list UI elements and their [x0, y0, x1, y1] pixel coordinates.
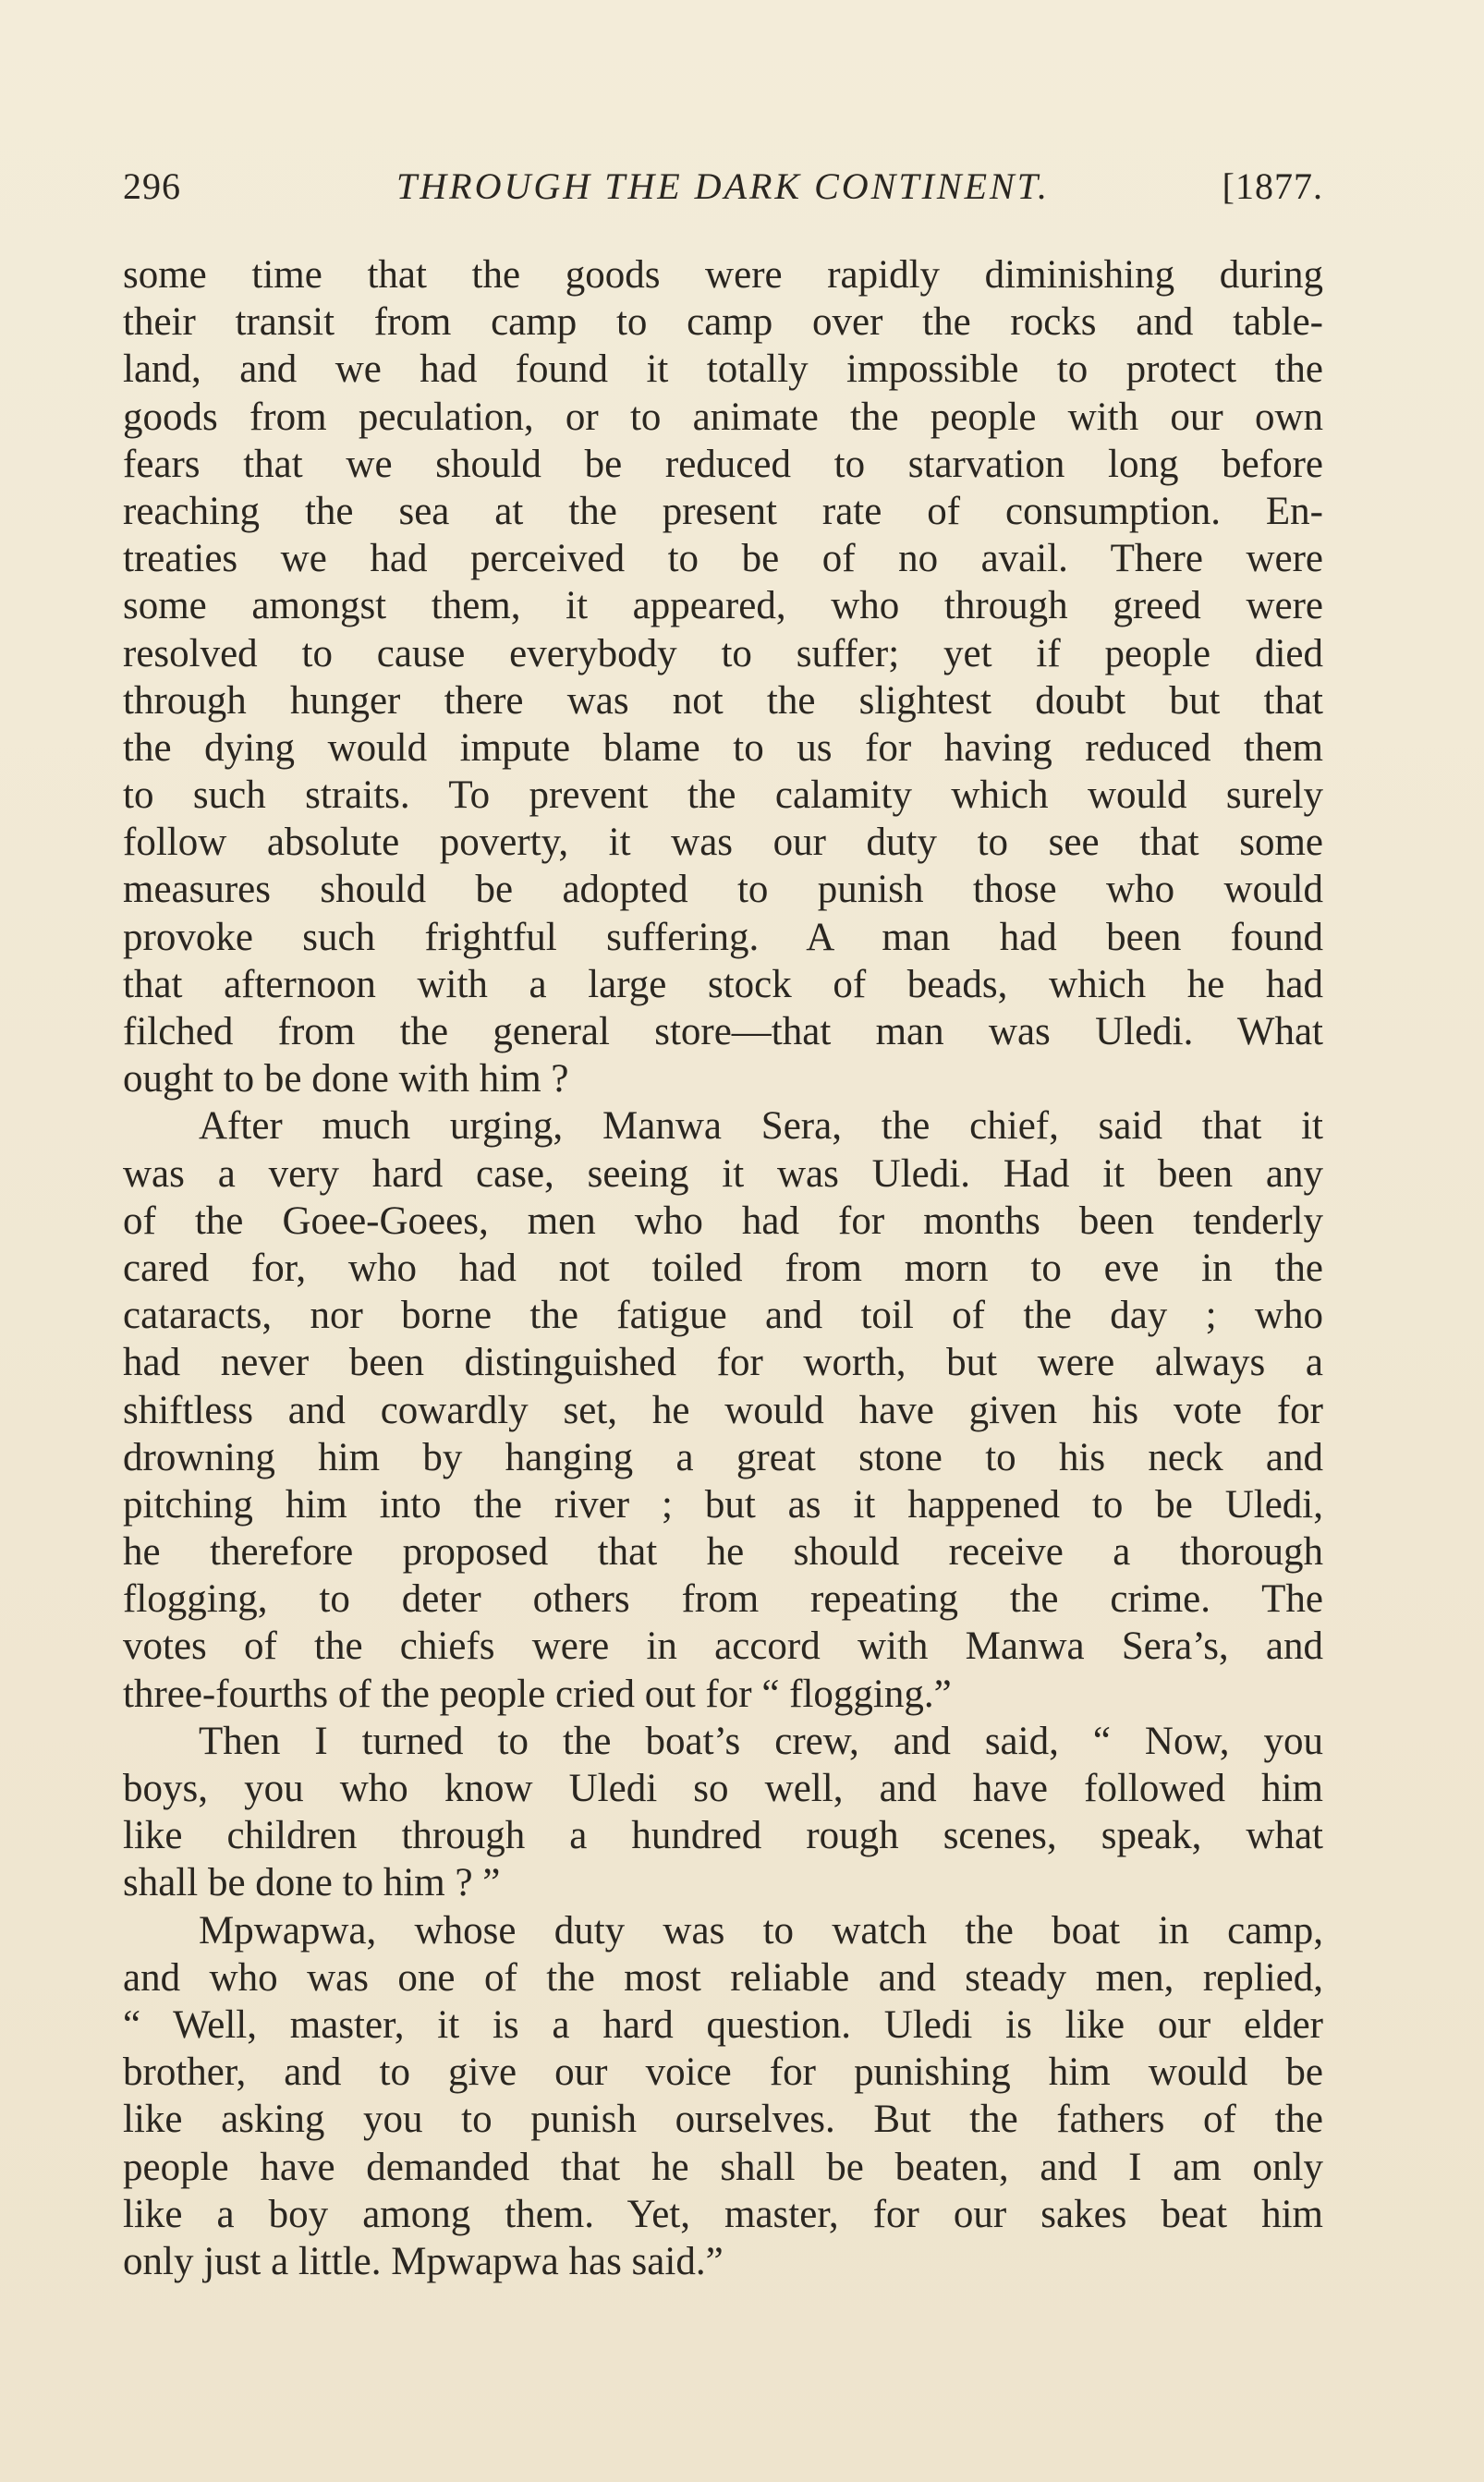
text-line: Mpwapwa, whose duty was to watch the boat in camp,	[199, 1908, 1323, 1953]
text-line: like asking you to punish ourselves. But the fathers of the	[123, 2098, 1323, 2142]
text-line: land, and we had found it totally impossible to protect the	[123, 347, 1323, 392]
text-line: resolved to cause everybody to suffer; yet if people died	[123, 631, 1323, 675]
text-line: measures should be adopted to punish those who would	[123, 868, 1323, 912]
text-line: some time that the goods were rapidly diminishing during	[123, 253, 1323, 297]
text-line: the dying would impute blame to us for having reduced them	[123, 725, 1323, 770]
running-head	[123, 159, 1323, 214]
text-line: boys, you who know Uledi so well, and have followed him	[123, 1767, 1323, 1810]
text-line: votes of the chiefs were in accord with Manwa Sera’s, and	[123, 1624, 1323, 1669]
text-line: cared for, who had not toiled from morn to eve in the	[123, 1246, 1323, 1290]
text-line: was a very hard case, seeing it was Uledi. Had it been any	[123, 1151, 1323, 1196]
running-year: [1877.	[1222, 165, 1323, 207]
text-line: filched from the general store—that man was Uledi. What	[123, 1010, 1323, 1053]
text-line: goods from peculation, or to animate the people with our own	[123, 395, 1323, 439]
text-line: After much urging, Manwa Sera, the chief, said that it	[199, 1104, 1323, 1149]
text-line: ought to be done with him ?	[123, 1057, 569, 1101]
text-line: only just a little. Mpwapwa has said.”	[123, 2239, 724, 2283]
text-line: like a boy among them. Yet, master, for our sakes beat him	[123, 2192, 1323, 2236]
text-line: had never been distinguished for worth, but were always a	[123, 1341, 1323, 1385]
text-line: Then I turned to the boat’s crew, and said, “ Now, you	[199, 1719, 1323, 1763]
text-line: like children through a hundred rough scenes, speak, what	[123, 1814, 1323, 1858]
text-line: of the Goee-Goees, men who had for months been tenderly	[123, 1198, 1323, 1243]
text-line: shiftless and cowardly set, he would have given his vote for	[123, 1388, 1323, 1432]
text-line: some amongst them, it appeared, who through greed were	[123, 584, 1323, 628]
text-line: pitching him into the river ; but as it happened to be Uledi,	[123, 1482, 1323, 1527]
body-text	[123, 251, 1323, 2285]
text-line: to such straits. To prevent the calamity which would surely	[123, 773, 1323, 818]
text-line: treaties we had perceived to be of no avail. There were	[123, 537, 1323, 581]
text-line: follow absolute poverty, it was our duty to see that some	[123, 821, 1323, 865]
text-line: cataracts, nor borne the fatigue and toil of the day ; who	[123, 1294, 1323, 1338]
text-line: provoke such frightful suffering. A man had been found	[123, 915, 1323, 959]
text-line: through hunger there was not the slightest doubt but that	[123, 678, 1323, 723]
text-line: fears that we should be reduced to starvation long before	[123, 442, 1323, 486]
text-line: flogging, to deter others from repeating the crime. The	[123, 1577, 1323, 1622]
text-line: shall be done to him ? ”	[123, 1861, 501, 1905]
text-line: “ Well, master, it is a hard question. Uledi is like our elder	[123, 2002, 1323, 2047]
text-line: drowning him by hanging a great stone to his neck and	[123, 1435, 1323, 1479]
text-line: their transit from camp to camp over the rocks and table-	[123, 300, 1323, 345]
page-number: 296	[123, 165, 181, 207]
text-line: he therefore proposed that he should receive a thorough	[123, 1530, 1323, 1575]
text-line: reaching the sea at the present rate of consumption. En-	[123, 489, 1323, 533]
text-line: brother, and to give our voice for punishing him would be	[123, 2050, 1323, 2095]
text-line: three-fourths of the people cried out for “ flogging.”	[123, 1672, 952, 1716]
text-line: people have demanded that he shall be beaten, and I am only	[123, 2145, 1323, 2189]
text-line: and who was one of the most reliable and steady men, replied,	[123, 1955, 1323, 2000]
text-line: that afternoon with a large stock of beads, which he had	[123, 962, 1323, 1006]
running-title: THROUGH THE DARK CONTINENT.	[396, 165, 1050, 207]
